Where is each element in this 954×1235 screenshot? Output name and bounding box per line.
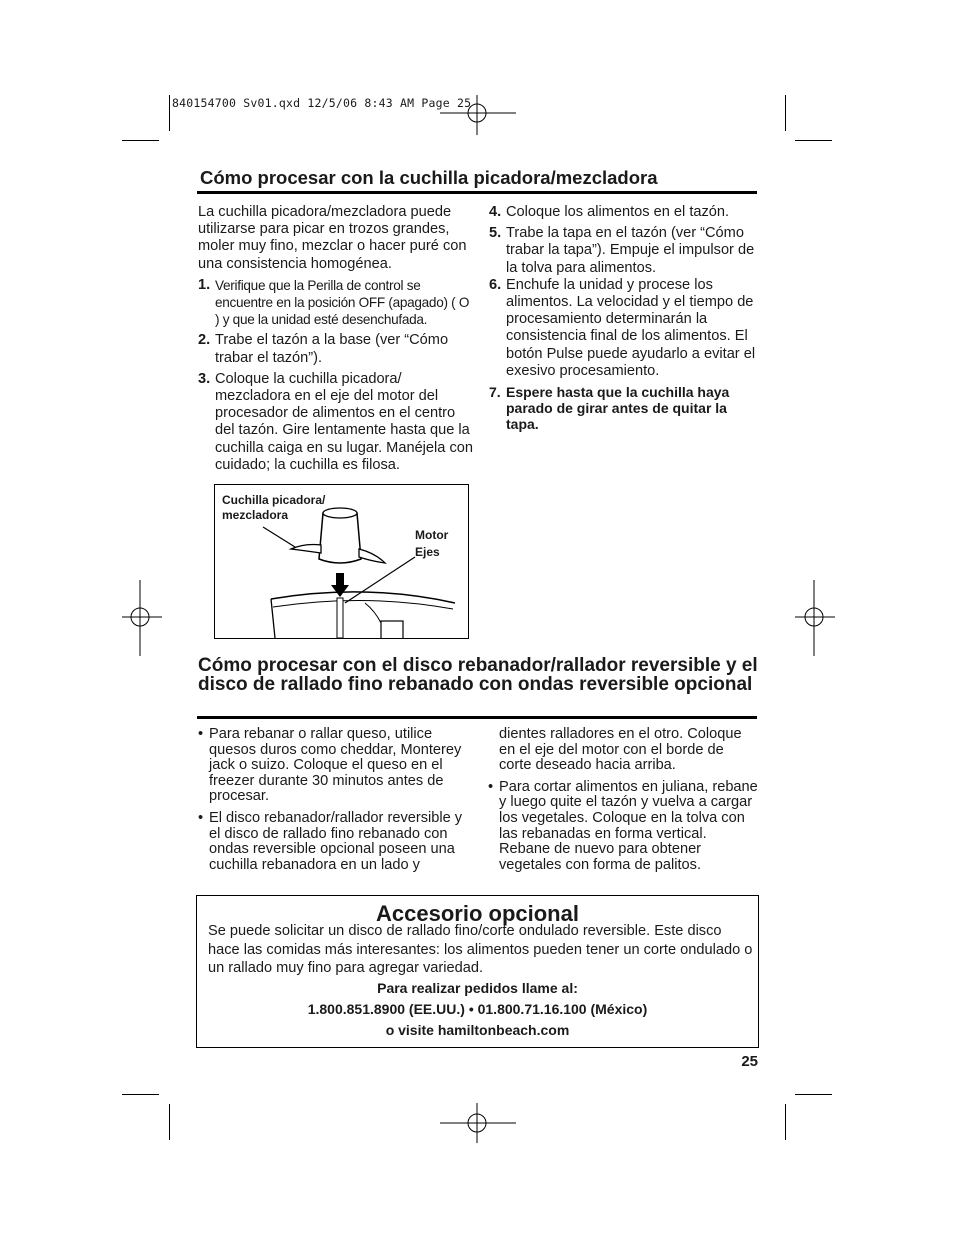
page-number: 25 [741,1053,758,1070]
section1-intro: La cuchilla picadora/mezcladora puede utilizarse para picar en trozos grandes, moler muy fino, mezclar o hacer puré con una consistencia homogénea. [198,204,467,272]
shaft-label-line2: Ejes [415,545,440,559]
accessory-title: Accesorio opcional [376,901,579,926]
registration-mark-left [122,580,162,656]
print-slug: 840154700 Sv01.qxd 12/5/06 8:43 AM Page 25 [172,96,472,110]
step-text: Trabe la tapa en el tazón (ver “Cómo trabar la tapa”). Empuje el impulsor de la tolva para alimentos. [506,225,755,276]
continued-text: dientes ralladores en el otro. Coloque en el eje del motor con el borde de corte deseado hacia arriba. [499,726,742,774]
section1-rule [197,191,757,194]
bullet-item: • Para cortar alimentos en juliana, rebane y luego quite el tazón y vuelva a cargar los vegetales. Coloque en la tolva con las rebanadas en forma vertical. Rebane de nuevo para obtener vegetales con forma de palitos. [488,778,758,873]
step-text: Coloque la cuchilla picadora/ mezcladora en el eje del motor del procesador de alimentos en el centro del tazón. Gire lentamente hasta que la cuchilla caiga en su lugar. Manéjela con cuidado; la cuchilla es filosa. [215,370,473,473]
step-number: 7. [489,384,501,401]
blade-figure [214,484,469,639]
step-2 [198,332,473,366]
section2-title: Cómo procesar con el disco rebanador/rallador reversible y el disco de rallado fino rebanado con ondas reversible opcional [198,655,758,695]
step-number: 5. [489,225,502,242]
step-7 [489,384,759,432]
step-4 [489,204,759,221]
registration-mark-right [795,580,835,656]
blade-label: Cuchilla picadora/ mezcladora [222,493,326,522]
order-phone-line: 1.800.851.8900 (EE.UU.) • 01.800.71.16.100 (México) [307,1001,648,1017]
step-number: 4. [489,204,502,220]
step-text: Trabe el tazón a la base (ver “Cómo trabar el tazón”). [215,332,449,366]
accessory-box [196,895,759,1048]
accessory-text: Se puede solicitar un disco de rallado fino/corte ondulado reversible. Este disco hace las comidas más interesantes: los alimentos pueden tener un corte ondulado o un rallado muy fino para agregar variedad. [208,923,753,976]
bullet-item: • El disco rebanador/rallador reversible y el disco de rallado fino rebanado con ondas reversible opcional poseen una cuchilla rebanadora en un lado y [198,811,473,873]
step-6 [489,277,759,380]
section2-right-column [488,727,758,873]
step-1 [198,277,473,329]
shaft-label-line1: Motor [415,528,449,542]
step-number: 1. [198,276,211,293]
step-number: 3. [198,370,211,387]
section2-rule [197,716,757,719]
order-line-1: Para realizar pedidos llame al: [377,980,578,996]
step-5 [489,225,759,277]
step-text: Coloque los alimentos en el tazón. [506,204,730,220]
section1-left-column [198,204,473,474]
registration-mark-top [440,95,516,135]
registration-mark-bottom [440,1103,516,1143]
step-text: Espere hasta que la cuchilla haya parado de girar antes de quitar la tapa. [506,384,730,433]
section1-right-column [489,204,759,432]
bullet-text: Para cortar alimentos en juliana, rebane y luego quite el tazón y vuelva a cargar los vegetales. Coloque en la tolva con las rebanadas en forma vertical. Rebane de nuevo para obtener vegetales con forma de palitos. [499,778,758,873]
step-number: 6. [489,276,502,293]
step-number: 2. [198,332,211,349]
step-text: Enchufe la unidad y procese los alimentos. La velocidad y el tiempo de procesamiento determinarán la consistencia final de los alimentos. El botón Pulse puede ayudarlo a evitar el exesivo procesamiento. [506,276,756,379]
section1-title: Cómo procesar con la cuchilla picadora/mezcladora [200,167,658,188]
step-3 [198,371,473,474]
blade-illustration [215,485,468,638]
bullet-item: • Para rebanar o rallar queso, utilice quesos duros como cheddar, Monterey jack o suizo. Coloque el queso en el freezer durante 30 minutos antes de procesar. [198,727,473,805]
step-text: Verifique que la Perilla de control se encuentre en la posición OFF (apagado) ( O ) y que la unidad esté desenchufada. [215,277,470,328]
section2-left-column [198,727,473,873]
order-website-line: o visite hamiltonbeach.com [385,1022,570,1038]
bullet-text: Para rebanar o rallar queso, utilice quesos duros como cheddar, Monterey jack o suizo. Coloque el queso en el freezer durante 30 minutos antes de procesar. [209,726,462,805]
bullet-text: El disco rebanador/rallador reversible y el disco de rallado fino rebanado con ondas reversible opcional poseen una cuchilla rebanadora en un lado y [209,809,463,873]
